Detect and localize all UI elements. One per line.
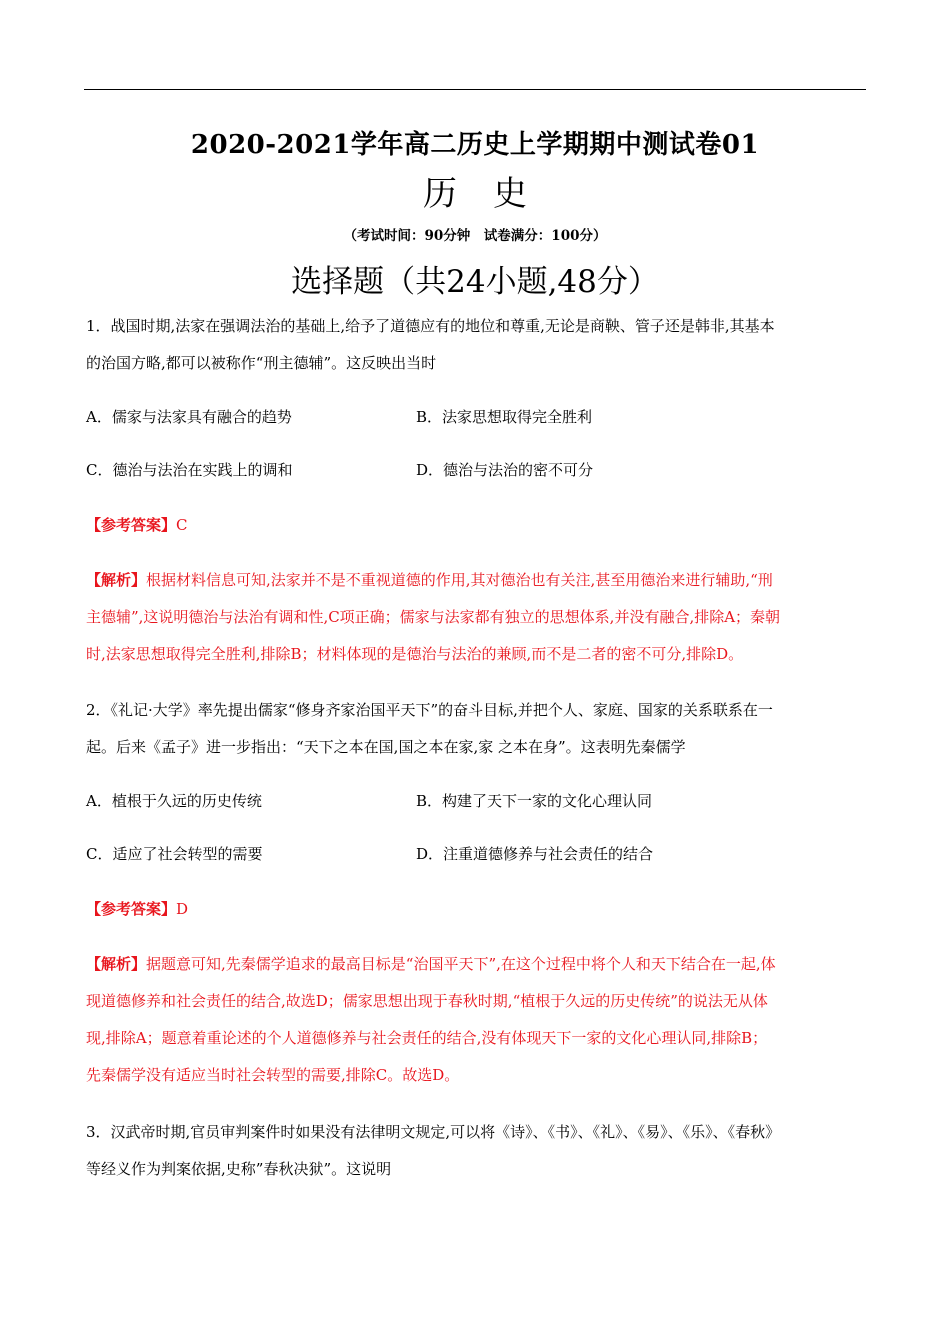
answer-value: D bbox=[176, 900, 189, 918]
question-2-option-b: B．构建了天下一家的文化心理认同 bbox=[416, 792, 653, 810]
analysis-text: 根据材料信息可知,法家并不是不重视道德的作用,其对德治也有关注,甚至用德治来进行辅助,“刑 bbox=[146, 571, 773, 589]
question-1-stem-line-2: 的治国方略,都可以被称作“刑主德辅”。这反映出当时 bbox=[86, 354, 437, 372]
question-2-analysis-line-4: 先秦儒学没有适应当时社会转型的需要,排除C。故选D。 bbox=[86, 1066, 460, 1084]
question-2-option-c: C．适应了社会转型的需要 bbox=[86, 845, 263, 863]
question-2-stem-line-1: 2．《礼记·大学》率先提出儒家“修身齐家治国平天下”的奋斗目标,并把个人、家庭、国家的关系联系在一 bbox=[86, 701, 773, 719]
analysis-label: 【解析】 bbox=[86, 955, 147, 973]
analysis-label: 【解析】 bbox=[86, 571, 147, 589]
question-1-answer bbox=[86, 515, 864, 535]
question-1-option-b: B．法家思想取得完全胜利 bbox=[416, 408, 593, 426]
question-2-option-a: A．植根于久远的历史传统 bbox=[86, 792, 262, 810]
question-1-stem-line-1: 1．战国时期,法家在强调法治的基础上,给予了道德应有的地位和尊重,无论是商鞅、管子还是韩非,其基本 bbox=[86, 317, 775, 335]
question-1-analysis-line-2: 主德辅”,这说明德治与法治有调和性,C项正确；儒家与法家都有独立的思想体系,并没有融合,排除A；秦朝 bbox=[86, 608, 781, 626]
question-1-analysis-line-3: 时,法家思想取得完全胜利,排除B；材料体现的是德治与法治的兼顾,而不是二者的密不可分,排除D。 bbox=[86, 645, 744, 663]
question-2-analysis-line-1 bbox=[86, 954, 864, 974]
question-1-option-a: A．儒家与法家具有融合的趋势 bbox=[86, 408, 292, 426]
question-3-stem-line-1: 3．汉武帝时期,官员审判案件时如果没有法律明文规定,可以将《诗》、《书》、《礼》、《易》、《乐》、《春秋》 bbox=[86, 1123, 781, 1141]
question-1-option-c: C．德治与法治在实践上的调和 bbox=[86, 461, 293, 479]
answer-value: C bbox=[176, 516, 188, 534]
exam-title: 2020-2021学年高二历史上学期期中测试卷01 bbox=[190, 130, 760, 160]
question-3-stem-line-2: 等经义作为判案依据,史称”春秋决狱”。这说明 bbox=[86, 1160, 392, 1178]
question-2-analysis-line-3: 现,排除A；题意着重论述的个人道德修养与社会责任的结合,没有体现天下一家的文化心理认同,排除B； bbox=[86, 1029, 768, 1047]
subject-heading: 历史 bbox=[423, 174, 563, 214]
header-rule bbox=[84, 89, 866, 90]
question-2-option-d: D．注重道德修养与社会责任的结合 bbox=[416, 845, 654, 863]
question-1-option-d: D．德治与法治的密不可分 bbox=[416, 461, 594, 479]
answer-label: 【参考答案】 bbox=[86, 516, 177, 534]
analysis-text: 据题意可知,先秦儒学追求的最高目标是“治国平天下”,在这个过程中将个人和天下结合在一起,体 bbox=[146, 955, 776, 973]
exam-info: （考试时间：90分钟 试卷满分：100分） bbox=[343, 228, 607, 244]
section-heading: 选择题（共24小题,48分） bbox=[291, 264, 659, 300]
question-2-answer bbox=[86, 899, 864, 919]
question-1-analysis-line-1 bbox=[86, 570, 864, 590]
answer-label: 【参考答案】 bbox=[86, 900, 177, 918]
question-2-analysis-line-2: 现道德修养和社会责任的结合,故选D；儒家思想出现于春秋时期,“植根于久远的历史传统”的说法无从体 bbox=[86, 992, 768, 1010]
question-2-stem-line-2: 起。后来《孟子》进一步指出：“天下之本在国,国之本在家,家 之本在身”。这表明先秦儒学 bbox=[86, 738, 686, 756]
